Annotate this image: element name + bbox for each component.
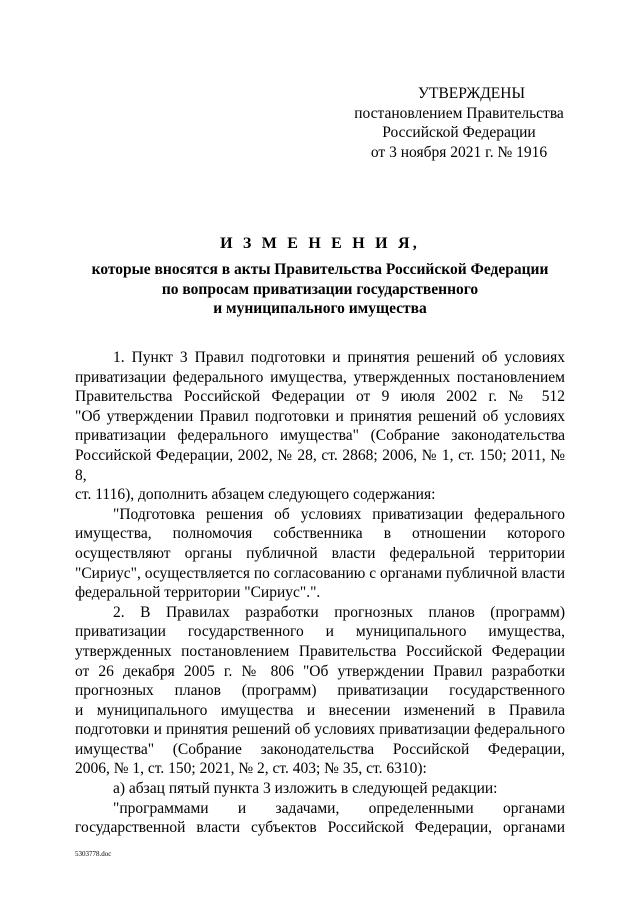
text-line: приватизации федерального имущества" (Собрание законодательства [75,427,565,445]
document-title [72,234,568,319]
text-line: "Сириус", осуществляется по согласованию с органами публичной власти [75,564,565,582]
subtitle-line: и муниципального имущества [213,300,427,317]
text-line: Правительства Российской Федерации от 9 июля 2002 г. № 512 [75,388,565,406]
document-body [75,348,565,838]
text-line: утвержденных постановлением Правительства Российской Федерации [75,642,565,660]
subtitle-line: по вопросам приватизации государственного [161,280,479,298]
text-line: "программами и задачами, определенными органами [113,799,565,817]
text-line: государственной власти субъектов Российской Федерации, органами [75,819,565,837]
text-line: 1. Пункт 3 Правил подготовки и принятия решений об условиях [113,349,565,366]
subtitle-line: которые вносятся в акты Правительства Российской Федерации [91,261,549,278]
text-line: 2006, № 1, ст. 150; 2021, № 2, ст. 403; № 35, ст. 6310): [75,760,427,778]
approval-heading: УТВЕРЖДЕНЫ [418,85,525,102]
text-line: подготовки и принятия решений об условиях приватизации федерального [75,721,565,739]
text-line: "Об утверждении Правил подготовки и принятия решений об условиях [75,407,565,425]
approval-line: Российской Федерации [382,124,536,141]
text-line: осуществляют органы публичной власти федеральной территории [75,544,565,562]
text-line: приватизации федерального имущества, утвержденных постановлением [75,368,565,386]
text-line: от 26 декабря 2005 г. № 806 "Об утверждении Правил разработки [75,662,565,680]
title-subtitle [72,260,568,319]
title-heading: И З М Е Н Е Н И Я, [220,235,420,252]
text-line: Российской Федерации, 2002, № 28, ст. 2868; 2006, № 1, ст. 150; 2011, № 8, [75,446,565,484]
text-line: имущества" (Собрание законодательства Российской Федерации, [75,740,565,758]
text-line: приватизации государственного и муниципального имущества, [75,623,565,641]
text-line: и муниципального имущества и внесении изменений в Правила [75,701,565,719]
text-line: федеральной территории "Сириус".". [75,584,321,602]
text-line: 2. В Правилах разработки прогнозных планов (программ) [113,603,565,621]
approval-line: постановлением Правительства [354,104,564,122]
text-line: ст. 1116), дополнить абзацем следующего содержания: [75,486,436,504]
text-line: прогнозных планов (программ) приватизации государственного [75,682,565,700]
text-line: "Подготовка решения об условиях приватизации федерального [113,505,565,523]
approval-date: от 3 ноября 2021 г. № 1916 [370,143,548,161]
text-line: а) абзац пятый пункта 3 изложить в следующей редакции: [113,780,498,798]
document-reference: 5303778.doc [75,850,112,858]
text-line: имущества, полномочия собственника в отношении которого [75,525,565,543]
approval-block [330,84,588,162]
